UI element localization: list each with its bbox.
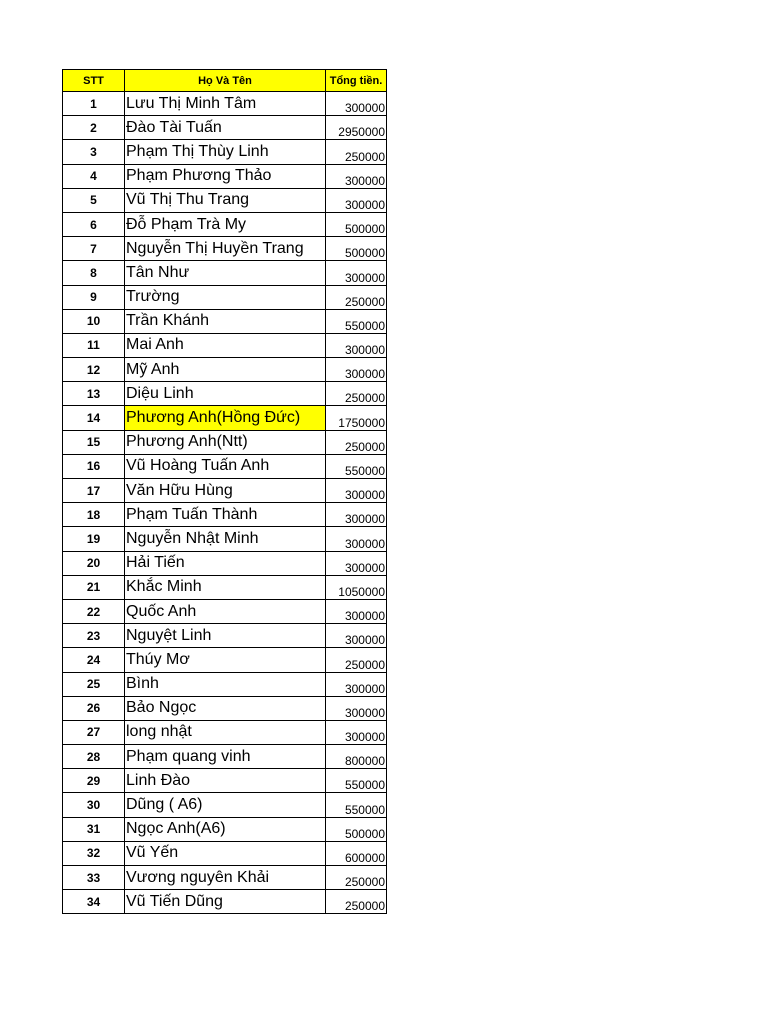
cell-name[interactable]: long nhật	[125, 720, 326, 744]
cell-stt[interactable]: 17	[63, 479, 125, 503]
cell-name[interactable]: Vũ Tiến Dũng	[125, 890, 326, 914]
cell-total[interactable]: 300000	[326, 479, 387, 503]
cell-stt[interactable]: 33	[63, 866, 125, 890]
cell-stt[interactable]: 9	[63, 285, 125, 309]
table-row	[63, 769, 387, 793]
cell-total[interactable]: 600000	[326, 841, 387, 865]
cell-total[interactable]: 500000	[326, 212, 387, 236]
cell-stt[interactable]: 15	[63, 430, 125, 454]
table-row	[63, 696, 387, 720]
table-row	[63, 188, 387, 212]
cell-stt[interactable]: 27	[63, 720, 125, 744]
cell-total[interactable]: 550000	[326, 793, 387, 817]
header-row	[63, 70, 387, 92]
table-row	[63, 745, 387, 769]
cell-name[interactable]: Diệu Linh	[125, 382, 326, 406]
cell-stt[interactable]: 24	[63, 648, 125, 672]
cell-stt[interactable]: 16	[63, 454, 125, 478]
cell-name[interactable]: Vũ Yến	[125, 841, 326, 865]
cell-total[interactable]: 300000	[326, 333, 387, 357]
header-total[interactable]: Tổng tiền.	[326, 70, 387, 92]
table-row	[63, 551, 387, 575]
cell-total[interactable]: 250000	[326, 430, 387, 454]
cell-name[interactable]: Nguyễn Nhật Minh	[125, 527, 326, 551]
table-row	[63, 164, 387, 188]
table-row	[63, 430, 387, 454]
cell-name[interactable]: Đào Tài Tuấn	[125, 116, 326, 140]
cell-stt[interactable]: 2	[63, 116, 125, 140]
cell-total[interactable]: 300000	[326, 164, 387, 188]
cell-total[interactable]: 550000	[326, 769, 387, 793]
cell-total[interactable]: 2950000	[326, 116, 387, 140]
cell-stt[interactable]: 13	[63, 382, 125, 406]
cell-stt[interactable]: 30	[63, 793, 125, 817]
cell-name[interactable]: Thúy Mơ	[125, 648, 326, 672]
cell-total[interactable]: 250000	[326, 382, 387, 406]
cell-total[interactable]: 550000	[326, 454, 387, 478]
cell-stt[interactable]: 21	[63, 575, 125, 599]
cell-total[interactable]: 300000	[326, 188, 387, 212]
cell-stt[interactable]: 7	[63, 237, 125, 261]
cell-stt[interactable]: 19	[63, 527, 125, 551]
cell-name[interactable]: Ngọc Anh(A6)	[125, 817, 326, 841]
table-row	[63, 672, 387, 696]
cell-total[interactable]: 300000	[326, 92, 387, 116]
cell-name[interactable]: Trường	[125, 285, 326, 309]
table-row	[63, 527, 387, 551]
table-row	[63, 116, 387, 140]
cell-stt[interactable]: 34	[63, 890, 125, 914]
cell-stt[interactable]: 6	[63, 212, 125, 236]
cell-total[interactable]: 300000	[326, 551, 387, 575]
cell-stt[interactable]: 18	[63, 503, 125, 527]
cell-stt[interactable]: 12	[63, 358, 125, 382]
cell-name[interactable]: Phạm Thị Thùy Linh	[125, 140, 326, 164]
table-row	[63, 454, 387, 478]
cell-stt[interactable]: 25	[63, 672, 125, 696]
table-row	[63, 793, 387, 817]
cell-stt[interactable]: 23	[63, 624, 125, 648]
cell-name[interactable]: Vũ Hoàng Tuấn Anh	[125, 454, 326, 478]
cell-name[interactable]: Hải Tiến	[125, 551, 326, 575]
cell-name[interactable]: Lưu Thị Minh Tâm	[125, 92, 326, 116]
cell-name[interactable]: Dũng ( A6)	[125, 793, 326, 817]
cell-name[interactable]: Linh Đào	[125, 769, 326, 793]
cell-stt[interactable]: 5	[63, 188, 125, 212]
cell-name[interactable]: Vương nguyên Khải	[125, 866, 326, 890]
cell-name[interactable]: Bảo Ngọc	[125, 696, 326, 720]
cell-name[interactable]: Đỗ Phạm Trà My	[125, 212, 326, 236]
table-body	[63, 92, 387, 914]
cell-total[interactable]: 500000	[326, 817, 387, 841]
table-row	[63, 575, 387, 599]
cell-stt[interactable]: 1	[63, 92, 125, 116]
cell-name[interactable]: Trần Khánh	[125, 309, 326, 333]
cell-total[interactable]: 300000	[326, 672, 387, 696]
cell-stt[interactable]: 20	[63, 551, 125, 575]
table-row	[63, 406, 387, 430]
cell-name[interactable]: Nguyễn Thị Huyền Trang	[125, 237, 326, 261]
cell-name[interactable]: Khắc Minh	[125, 575, 326, 599]
cell-name[interactable]: Mai Anh	[125, 333, 326, 357]
cell-total[interactable]: 800000	[326, 745, 387, 769]
cell-stt[interactable]: 22	[63, 599, 125, 623]
cell-total[interactable]: 500000	[326, 237, 387, 261]
cell-total[interactable]: 250000	[326, 890, 387, 914]
header-stt[interactable]: STT	[63, 70, 125, 92]
cell-name[interactable]: Phạm Phương Thảo	[125, 164, 326, 188]
cell-total[interactable]: 550000	[326, 309, 387, 333]
table-row	[63, 624, 387, 648]
cell-total[interactable]: 300000	[326, 527, 387, 551]
cell-total[interactable]: 300000	[326, 358, 387, 382]
cell-name[interactable]: Mỹ Anh	[125, 358, 326, 382]
cell-stt[interactable]: 29	[63, 769, 125, 793]
table-row	[63, 261, 387, 285]
table-row	[63, 841, 387, 865]
cell-stt[interactable]: 3	[63, 140, 125, 164]
cell-stt[interactable]: 32	[63, 841, 125, 865]
cell-total[interactable]: 250000	[326, 648, 387, 672]
table-row	[63, 285, 387, 309]
table-row	[63, 479, 387, 503]
cell-name[interactable]: Phạm quang vinh	[125, 745, 326, 769]
table-row	[63, 382, 387, 406]
table-row	[63, 92, 387, 116]
cell-name[interactable]: Nguyệt Linh	[125, 624, 326, 648]
cell-name[interactable]: Bình	[125, 672, 326, 696]
table-row	[63, 333, 387, 357]
cell-total[interactable]: 250000	[326, 866, 387, 890]
cell-stt[interactable]: 11	[63, 333, 125, 357]
cell-total[interactable]: 300000	[326, 624, 387, 648]
table-header	[63, 70, 387, 92]
cell-total[interactable]: 300000	[326, 503, 387, 527]
cell-stt[interactable]: 28	[63, 745, 125, 769]
table-row	[63, 599, 387, 623]
table-row	[63, 309, 387, 333]
cell-name[interactable]: Phương Anh(Hồng Đức)	[125, 406, 326, 430]
table-row	[63, 503, 387, 527]
table-row	[63, 720, 387, 744]
cell-stt[interactable]: 26	[63, 696, 125, 720]
cell-stt[interactable]: 4	[63, 164, 125, 188]
table-row	[63, 890, 387, 914]
cell-stt[interactable]: 10	[63, 309, 125, 333]
table-row	[63, 817, 387, 841]
cell-stt[interactable]: 31	[63, 817, 125, 841]
header-name[interactable]: Họ Và Tên	[125, 70, 326, 92]
cell-name[interactable]: Phương Anh(Ntt)	[125, 430, 326, 454]
cell-name[interactable]: Văn Hữu Hùng	[125, 479, 326, 503]
table-row	[63, 237, 387, 261]
cell-name[interactable]: Quốc Anh	[125, 599, 326, 623]
spreadsheet-table	[62, 69, 387, 914]
cell-total[interactable]: 250000	[326, 285, 387, 309]
cell-name[interactable]: Phạm Tuấn Thành	[125, 503, 326, 527]
cell-total[interactable]: 1750000	[326, 406, 387, 430]
cell-total[interactable]: 250000	[326, 140, 387, 164]
cell-total[interactable]: 300000	[326, 720, 387, 744]
table-row	[63, 212, 387, 236]
cell-total[interactable]: 300000	[326, 696, 387, 720]
cell-total[interactable]: 300000	[326, 261, 387, 285]
cell-name[interactable]: Tân Như	[125, 261, 326, 285]
cell-stt[interactable]: 14	[63, 406, 125, 430]
table-row	[63, 648, 387, 672]
cell-total[interactable]: 300000	[326, 599, 387, 623]
cell-name[interactable]: Vũ Thị Thu Trang	[125, 188, 326, 212]
table-row	[63, 140, 387, 164]
cell-total[interactable]: 1050000	[326, 575, 387, 599]
table-row	[63, 866, 387, 890]
cell-stt[interactable]: 8	[63, 261, 125, 285]
table-row	[63, 358, 387, 382]
